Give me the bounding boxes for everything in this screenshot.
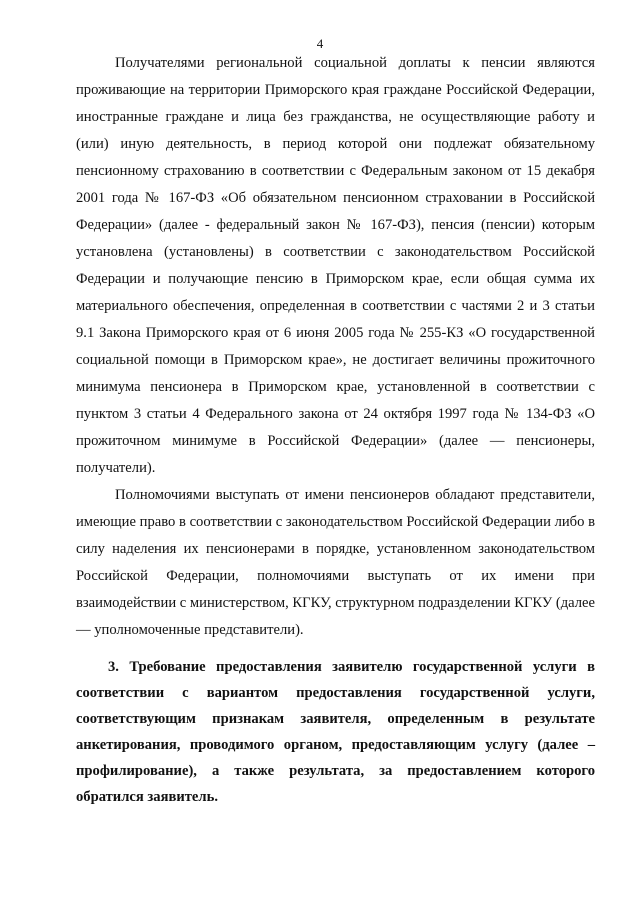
section-heading: 3. Требование предоставления заявителю государственной услуги в соответствии с вариантом предоставления государственной услуги, соответствующим признакам заявителя, определенным в результате анкетирования, проводимого органом, предоставляющим услугу (далее – профилирование), а также результата, за предоставлением которого обратился заявитель.	[76, 659, 595, 805]
document-body	[76, 50, 595, 810]
paragraph-recipients: Получателями региональной социальной доплаты к пенсии являются проживающие на территории Приморского края граждане Российской Федерации, иностранные граждане и лица без гражданства, не осуществляющие работу и (или) иную деятельность, в период которой они подлежат обязательному пенсионному страхованию в соответствии с Федеральным законом от 15 декабря 2001 года № 167-ФЗ «Об обязательном пенсионном страховании в Российской Федерации» (далее - федеральный закон № 167-ФЗ), пенсия (пенсии) которым установлена (установлены) в соответствии с законодательством Российской Федерации и получающие пенсию в Приморском крае, если общая сумма их материального обеспечения, определенная в соответствии с частями 2 и 3 статьи 9.1 Закона Приморского края от 6 июня 2005 года № 255-КЗ «О государственной социальной помощи в Приморском крае», не достигает величины прожиточного минимума пенсионера в Приморском крае, установленной в соответствии с пунктом 3 статьи 4 Федерального закона от 24 октября 1997 года № 134-ФЗ «О прожиточном минимуме в Российской Федерации» (далее — пенсионеры, получатели).	[76, 55, 595, 476]
page-number: 4	[316, 36, 324, 51]
paragraph-representatives: Полномочиями выступать от имени пенсионеров обладают представители, имеющие право в соответствии с законодательством Российской Федерации либо в силу наделения их пенсионерами в порядке, установленном законодательством Российской Федерации, полномочиями выступать от их имени при взаимодействии с министерством, КГКУ, структурном подразделении КГКУ (далее — уполномоченные представители).	[76, 487, 595, 638]
